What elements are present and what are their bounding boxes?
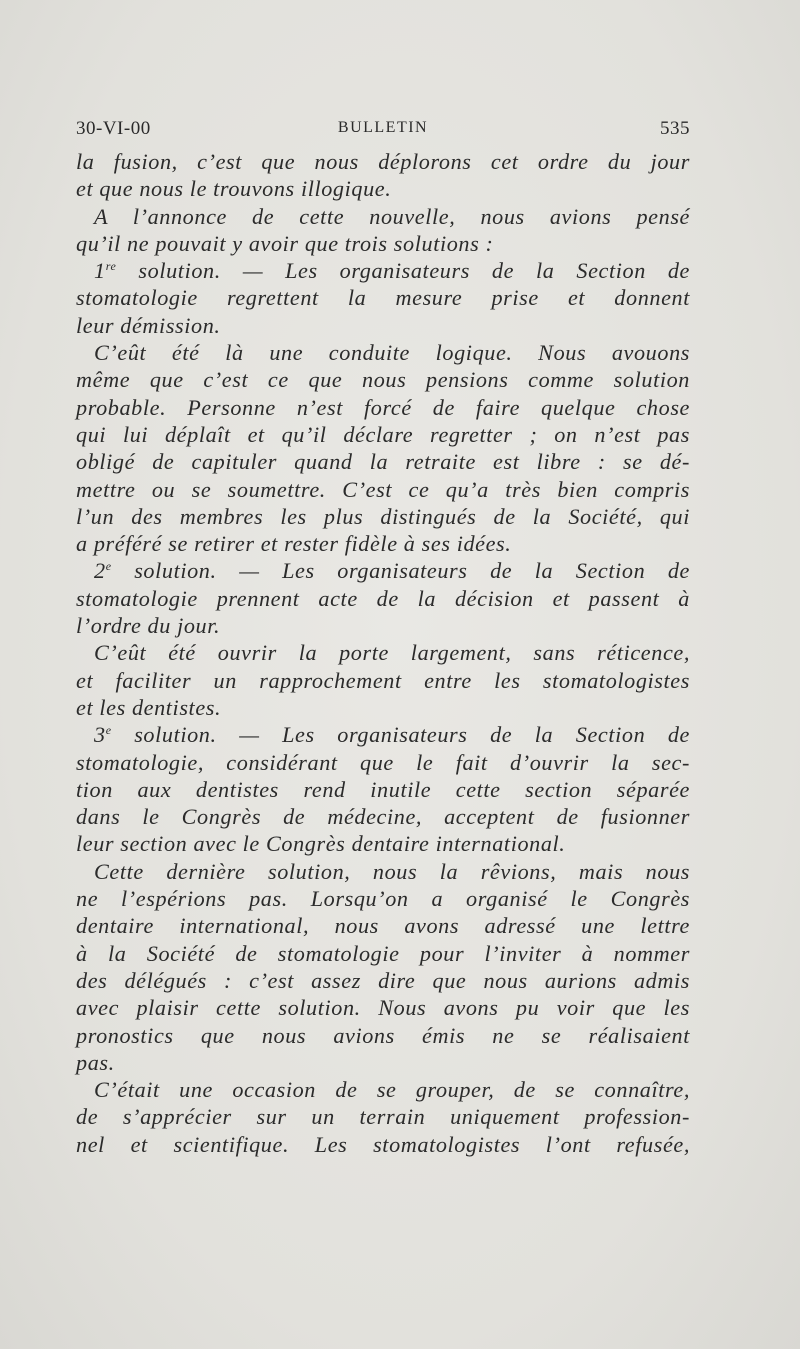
text-line	[76, 557, 690, 584]
text-line: et que nous le trouvons illogique.	[76, 176, 392, 202]
text-line: la fusion, c’est que nous déplorons cet ordre du jour	[76, 149, 690, 174]
text-line: pas.	[76, 1049, 115, 1075]
text-line: dentaire international, nous avons adressé une lettre	[76, 913, 690, 939]
text-line: et faciliter un rapprochement entre les stomatologistes	[76, 667, 690, 693]
text-line	[76, 721, 690, 748]
text-line: stomatologie prennent acte de la décision et passent à	[76, 585, 690, 611]
text-line: stomatologie, considérant que le fait d’ouvrir la sec-	[76, 749, 690, 775]
ordinal-superscript: e	[105, 723, 112, 738]
text-line: Cette dernière solution, nous la rêvions, mais nous	[94, 858, 690, 884]
header-title: BULLETIN	[337, 119, 429, 136]
text-line: ne l’espérions pas. Lorsqu’on a organisé le Congrès	[76, 886, 690, 912]
text-line: l’un des membres les plus distingués de la Société, qui	[76, 503, 690, 529]
text-line: nel et scientifique. Les stomatologistes l’ont refusée,	[76, 1131, 690, 1157]
text-line: obligé de capituler quand la retraite est libre : se dé-	[76, 449, 690, 475]
text-line: a préféré se retirer et rester fidèle à ses idées.	[76, 531, 512, 557]
line-text: solution. — Les organisateurs de la Section de	[111, 558, 690, 584]
text-line: tion aux dentistes rend inutile cette section séparée	[76, 776, 690, 802]
running-header	[76, 118, 690, 142]
ordinal-superscript: e	[105, 559, 112, 574]
text-line: A l’annonce de cette nouvelle, nous avions pensé	[94, 203, 690, 229]
line-text: solution. — Les organisateurs de la Section de	[111, 722, 690, 748]
text-line: C’eût été là une conduite logique. Nous avouons	[94, 340, 690, 366]
text-line: mettre ou se soumettre. C’est ce qu’a très bien compris	[76, 476, 690, 502]
text-line: à la Société de stomatologie pour l’inviter à nommer	[76, 940, 690, 966]
text-line: C’était une occasion de se grouper, de se connaître,	[94, 1077, 690, 1103]
header-date: 30-VI-00	[76, 118, 151, 139]
text-line: même que c’est ce que nous pensions comme solution	[76, 367, 690, 393]
text-line: qu’il ne pouvait y avoir que trois solutions :	[76, 230, 494, 256]
page-number: 535	[660, 118, 690, 139]
text-line: des délégués : c’est assez dire que nous aurions admis	[76, 967, 690, 993]
solution-number: 2	[94, 558, 106, 584]
line-text: solution. — Les organisateurs de la Section de	[116, 258, 690, 284]
text-line: leur section avec le Congrès dentaire international.	[76, 831, 566, 857]
text-line: stomatologie regrettent la mesure prise et donnent	[76, 285, 690, 311]
text-line: qui lui déplaît et qu’il déclare regretter ; on n’est pas	[76, 421, 690, 447]
solution-number: 1	[94, 258, 106, 284]
body-text	[76, 148, 690, 1158]
text-line: dans le Congrès de médecine, acceptent de fusionner	[76, 804, 690, 830]
ordinal-superscript: re	[105, 259, 117, 274]
text-line	[76, 257, 690, 284]
text-line: l’ordre du jour.	[76, 613, 221, 639]
text-line: leur démission.	[76, 312, 221, 338]
text-line: pronostics que nous avions émis ne se réalisaient	[76, 1022, 690, 1048]
text-line: avec plaisir cette solution. Nous avons pu voir que les	[76, 995, 690, 1021]
text-line: et les dentistes.	[76, 694, 222, 720]
text-line: de s’apprécier sur un terrain uniquement profession-	[76, 1104, 690, 1130]
solution-number: 3	[94, 722, 106, 748]
text-line: C’eût été ouvrir la porte largement, sans réticence,	[94, 640, 690, 666]
text-line: probable. Personne n’est forcé de faire quelque chose	[76, 394, 690, 420]
